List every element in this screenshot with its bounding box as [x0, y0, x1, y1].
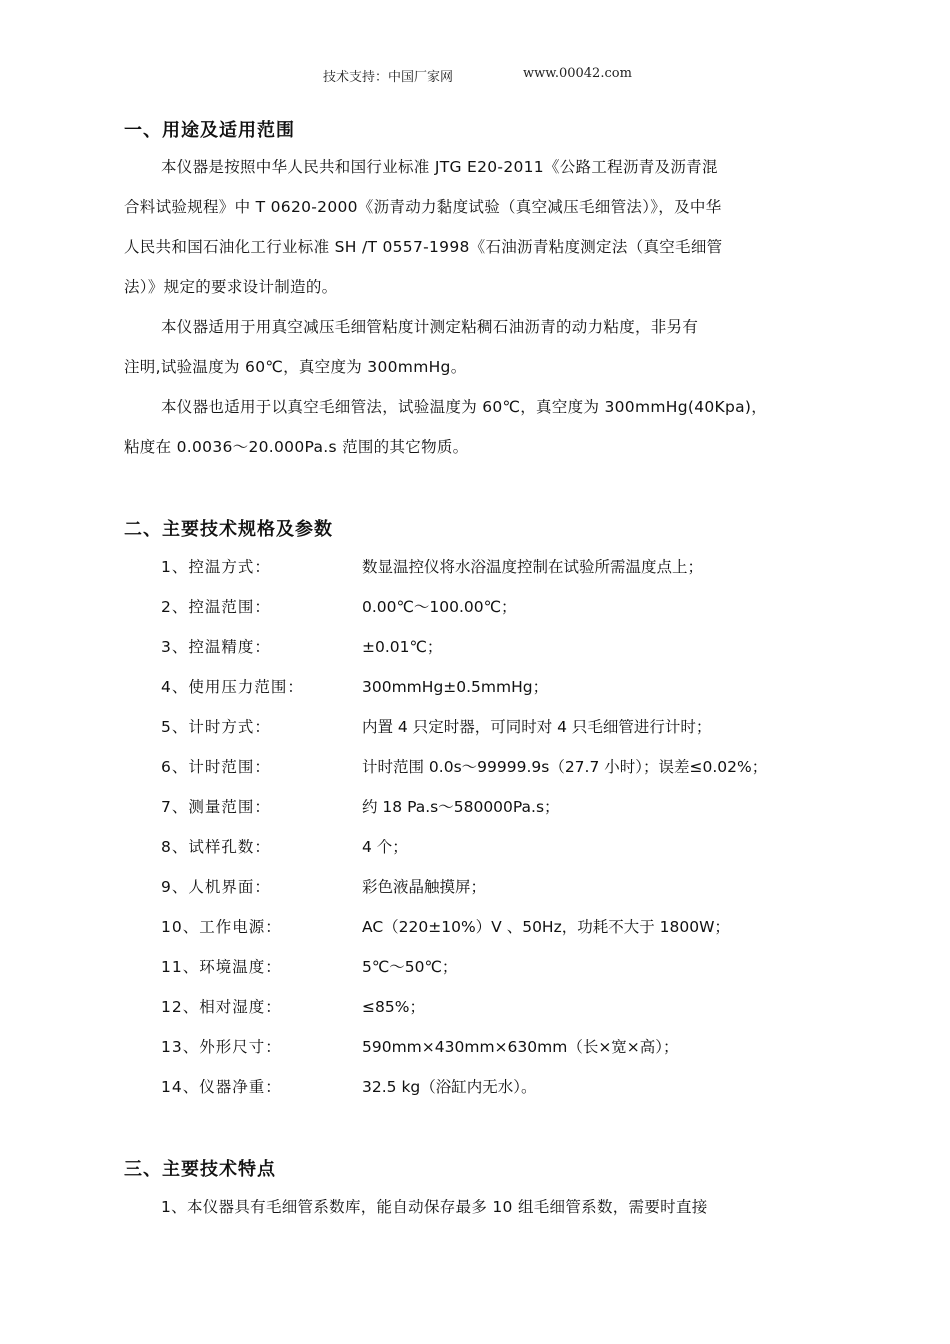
spec-label: 5、计时方式：: [161, 718, 271, 736]
spec-item: [161, 675, 841, 699]
spec-value: 5℃～50℃；: [362, 958, 458, 976]
spec-value: 300mmHg±0.5mmHg；: [362, 678, 549, 696]
spec-value: ≤85%；: [362, 998, 425, 1016]
spec-item: [161, 1035, 841, 1059]
section-heading-specs: 二、主要技术规格及参数: [124, 519, 333, 540]
spec-label: 2、控温范围：: [161, 598, 271, 616]
spec-item: [161, 995, 841, 1019]
spec-label: 9、人机界面：: [161, 878, 271, 896]
paragraph-line: 法）》规定的要求设计制造的。: [124, 278, 338, 296]
spec-item: [161, 875, 841, 899]
paragraph-line: 本仪器也适用于以真空毛细管法，试验温度为 60℃，真空度为 300mmHg(40Kpa)，: [161, 398, 768, 416]
spec-label: 11、环境温度：: [161, 958, 282, 976]
spec-value: AC（220±10%）V 、50Hz，功耗不大于 1800W；: [362, 918, 730, 936]
spec-label: 4、使用压力范围：: [161, 678, 304, 696]
spec-item: [161, 795, 841, 819]
header-support-text: 技术支持：中国厂家网: [323, 70, 454, 85]
paragraph-line: 粘度在 0.0036～20.000Pa.s 范围的其它物质。: [124, 438, 469, 456]
spec-label: 13、外形尺寸：: [161, 1038, 282, 1056]
spec-item: [161, 915, 841, 939]
paragraph-line: 注明,试验温度为 60℃，真空度为 300mmHg。: [124, 358, 467, 376]
spec-item: [161, 1075, 841, 1099]
paragraph-line: 人民共和国石油化工行业标准 SH /T 0557-1998《石油沥青粘度测定法（真空毛细管: [124, 238, 723, 256]
spec-value: 590mm×430mm×630mm（长×宽×高）；: [362, 1038, 679, 1056]
spec-item: [161, 835, 841, 859]
spec-label: 1、控温方式：: [161, 558, 271, 576]
spec-label: 6、计时范围：: [161, 758, 271, 776]
spec-item: [161, 955, 841, 979]
spec-value: 0.00℃～100.00℃；: [362, 598, 517, 616]
spec-value: 数显温控仪将水浴温度控制在试验所需温度点上；: [362, 558, 704, 576]
spec-item: [161, 715, 841, 739]
section-heading-features: 三、主要技术特点: [124, 1159, 276, 1180]
spec-value: 计时范围 0.0s～99999.9s（27.7 小时）；误差≤0.02%；: [362, 758, 768, 776]
spec-item: [161, 635, 841, 659]
spec-item: [161, 755, 841, 779]
spec-value: 约 18 Pa.s～580000Pa.s；: [362, 798, 560, 816]
spec-label: 10、工作电源：: [161, 918, 282, 936]
spec-value: 32.5 kg（浴缸内无水）。: [362, 1078, 537, 1096]
paragraph-line: 本仪器适用于用真空减压毛细管粘度计测定粘稠石油沥青的动力粘度，非另有: [161, 318, 699, 336]
paragraph-line: 本仪器是按照中华人民共和国行业标准 JTG E20-2011《公路工程沥青及沥青混: [161, 158, 718, 176]
section-heading-purpose: 一、用途及适用范围: [124, 120, 295, 141]
paragraph-line: 合料试验规程》中 T 0620-2000《沥青动力黏度试验（真空减压毛细管法）》，及中华: [124, 198, 722, 216]
spec-item: [161, 555, 841, 579]
spec-value: 彩色液晶触摸屏；: [362, 878, 487, 896]
spec-value: ±0.01℃；: [362, 638, 443, 656]
spec-label: 12、相对湿度：: [161, 998, 282, 1016]
spec-label: 3、控温精度：: [161, 638, 271, 656]
spec-item: [161, 595, 841, 619]
spec-value: 内置 4 只定时器，可同时对 4 只毛细管进行计时；: [362, 718, 712, 736]
spec-label: 8、试样孔数：: [161, 838, 271, 856]
page-header: [0, 66, 950, 88]
spec-value: 4 个；: [362, 838, 408, 856]
header-url: www.00042.com: [523, 66, 632, 81]
spec-label: 7、测量范围：: [161, 798, 271, 816]
spec-label: 14、仪器净重：: [161, 1078, 282, 1096]
paragraph-line: 1、本仪器具有毛细管系数库，能自动保存最多 10 组毛细管系数，需要时直接: [161, 1198, 708, 1216]
